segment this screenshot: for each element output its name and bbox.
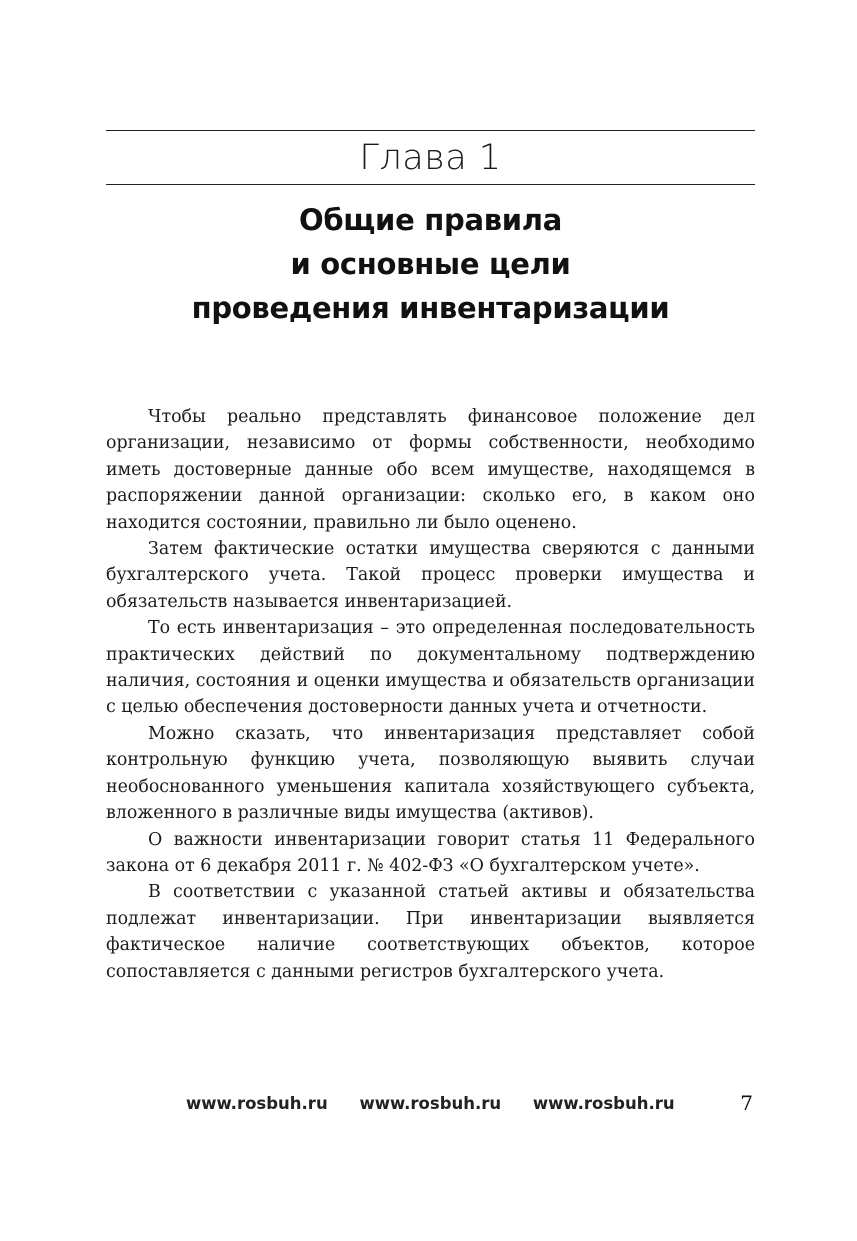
paragraph: Затем фактические остатки имущества сверяются с данными бухгалтерского учета. Такой процесс проверки имущества и обязательств называется инвентаризацией. bbox=[106, 539, 755, 612]
paragraph: То есть инвентаризация – это определенная последовательность практических действий по документальному подтверждению наличия, состояния и оценки имущества и обязательств организации с целью обеспечения достоверности данных учета и отчетности. bbox=[106, 618, 755, 718]
footer-links bbox=[186, 1093, 701, 1115]
chapter-title-line: проведения инвентаризации bbox=[191, 291, 670, 325]
body-text bbox=[106, 404, 755, 985]
chapter-title bbox=[106, 198, 755, 330]
footer-link[interactable]: www.rosbuh.ru bbox=[532, 1094, 675, 1113]
paragraph: Можно сказать, что инвентаризация представляет собой контрольную функцию учета, позволяющую выявить случаи необоснованного уменьшения капитала хозяйствующего субъекта, вложенного в различные виды имущества (активов). bbox=[106, 723, 755, 824]
paragraph: Чтобы реально представлять финансовое положение дел организации, независимо от формы собственности, необходимо иметь достоверные данные обо всем имуществе, находящемся в распоряжении данной организации: сколько его, в каком оно находится состоянии, правильно ли было оценено. bbox=[106, 407, 755, 533]
chapter-label: Глава 1 bbox=[359, 138, 502, 178]
paragraph: О важности инвентаризации говорит статья 11 Федерального закона от 6 декабря 2011 г. № 402-ФЗ «О бухгалтерском учете». bbox=[106, 829, 755, 876]
paragraph: В соответствии с указанной статьей активы и обязательства подлежат инвентаризации. При инвентаризации выявляется фактическое наличие соответствующих объектов, которое сопоставляется с данными регистров бухгалтерского учета. bbox=[106, 882, 755, 982]
page-number: 7 bbox=[740, 1091, 753, 1115]
chapter-title-line: и основные цели bbox=[290, 247, 571, 281]
chapter-title-line: Общие правила bbox=[299, 203, 562, 237]
footer-link[interactable]: www.rosbuh.ru bbox=[186, 1094, 328, 1113]
footer-link[interactable]: www.rosbuh.ru bbox=[359, 1094, 502, 1113]
chapter-top-rule bbox=[106, 130, 755, 131]
chapter-bottom-rule bbox=[106, 184, 755, 185]
